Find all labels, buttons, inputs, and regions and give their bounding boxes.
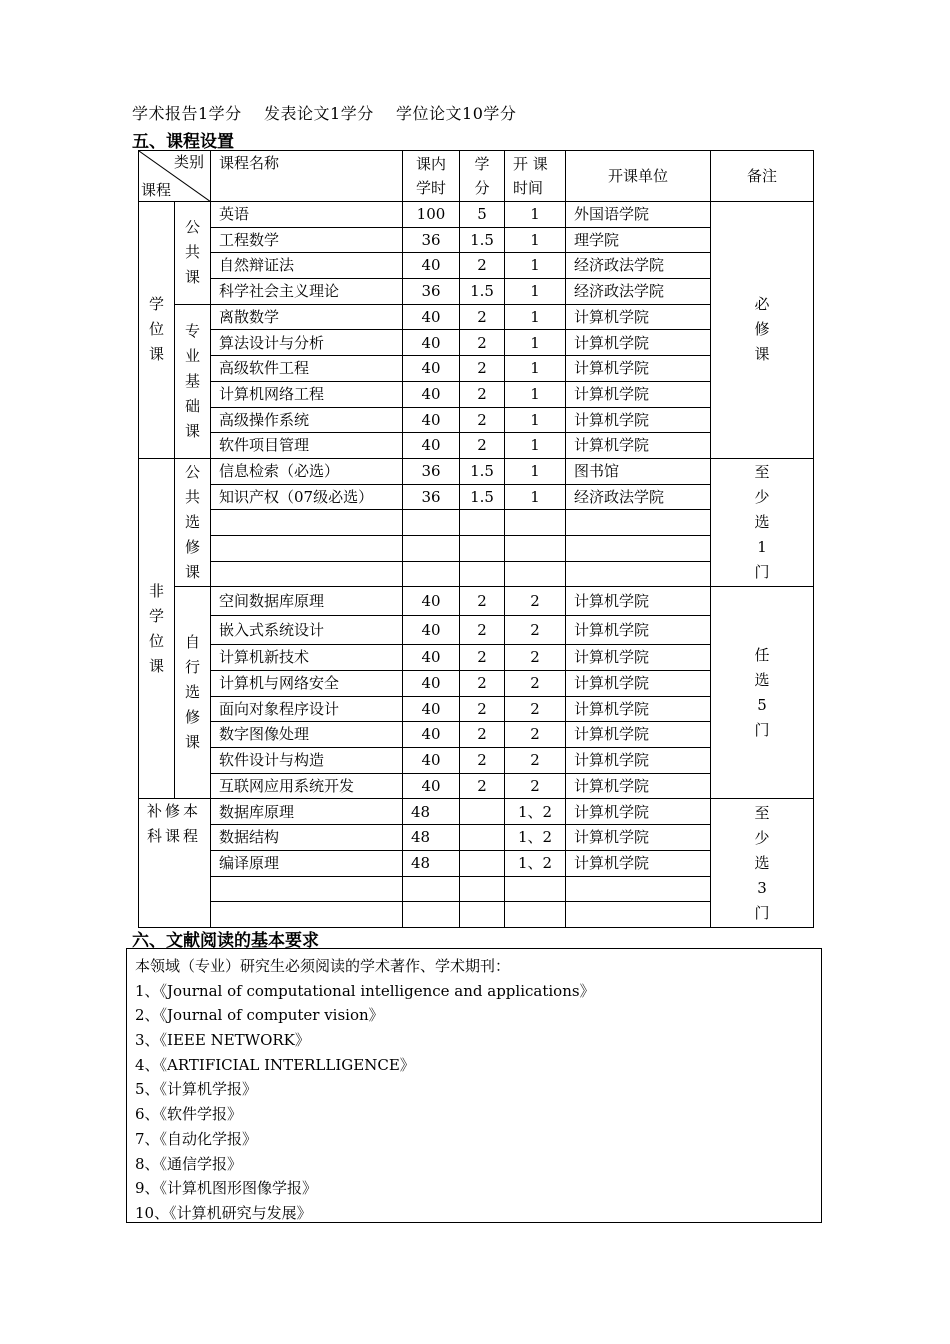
- course-hours: 40: [403, 356, 460, 382]
- course-hours: 36: [403, 227, 460, 253]
- course-hours: 40: [403, 253, 460, 279]
- section-5-title: 五、课程设置: [132, 132, 234, 152]
- course-term: 2: [505, 696, 566, 722]
- group-self-elective: 自 行 选 修 课: [175, 587, 211, 799]
- course-term: 2: [505, 773, 566, 799]
- course-credits: 2: [460, 696, 505, 722]
- course-term: [505, 535, 566, 561]
- course-unit: 计算机学院: [566, 722, 711, 748]
- group-degree: 学 位 课: [139, 202, 175, 459]
- course-unit: [566, 535, 711, 561]
- reading-item: 10、《计算机研究与发展》: [135, 1203, 312, 1222]
- reading-item: 4、《ARTIFICIAL INTERLLIGENCE》: [135, 1055, 415, 1074]
- course-term: [505, 561, 566, 587]
- course-term: 2: [505, 722, 566, 748]
- course-name: 空间数据库原理: [211, 587, 403, 616]
- course-unit: 计算机学院: [566, 850, 711, 876]
- course-hours: 40: [403, 671, 460, 697]
- course-credits: 2: [460, 645, 505, 671]
- course-name: [211, 510, 403, 536]
- course-term: 1、2: [505, 850, 566, 876]
- course-name: 英语: [211, 202, 403, 228]
- course-name: 数据库原理: [211, 799, 403, 825]
- course-hours: 40: [403, 433, 460, 459]
- course-name: 软件设计与构造: [211, 748, 403, 774]
- course-hours: 48: [403, 825, 460, 851]
- course-term: 2: [505, 748, 566, 774]
- course-unit: 计算机学院: [566, 356, 711, 382]
- course-hours: 40: [403, 407, 460, 433]
- course-unit: 计算机学院: [566, 748, 711, 774]
- header-course: 课程: [141, 180, 172, 199]
- course-credits: 2: [460, 356, 505, 382]
- course-name: 高级软件工程: [211, 356, 403, 382]
- course-unit: 经济政法学院: [566, 253, 711, 279]
- course-row: [139, 458, 814, 484]
- course-hours: [403, 561, 460, 587]
- course-hours: 40: [403, 587, 460, 616]
- course-credits: 1.5: [460, 484, 505, 510]
- course-hours: 40: [403, 722, 460, 748]
- course-term: 1: [505, 356, 566, 382]
- course-credits: 2: [460, 330, 505, 356]
- course-name: 离散数学: [211, 304, 403, 330]
- header-credits: 学 分: [460, 151, 505, 202]
- course-term: 2: [505, 616, 566, 645]
- section-6-title: 六、文献阅读的基本要求: [132, 931, 319, 951]
- course-credits: 2: [460, 671, 505, 697]
- credit-summary: 学术报告1学分 发表论文1学分 学位论文10学分: [132, 104, 517, 123]
- course-hours: 100: [403, 202, 460, 228]
- course-hours: 40: [403, 381, 460, 407]
- course-hours: 40: [403, 696, 460, 722]
- course-name: 自然辩证法: [211, 253, 403, 279]
- group-nondegree: 非 学 位 课: [139, 458, 175, 799]
- course-name: 信息检索（必选）: [211, 458, 403, 484]
- course-hours: 48: [403, 799, 460, 825]
- course-credits: 1.5: [460, 227, 505, 253]
- course-term: 1、2: [505, 799, 566, 825]
- course-row: [139, 799, 814, 825]
- course-name: 计算机新技术: [211, 645, 403, 671]
- note-required: 必 修 课: [711, 202, 814, 459]
- course-term: [505, 510, 566, 536]
- reading-item: 1、《Journal of computational intelligence and applications》: [135, 981, 595, 1000]
- course-name: 数字图像处理: [211, 722, 403, 748]
- course-term: 2: [505, 645, 566, 671]
- header-unit: 开课单位: [566, 151, 711, 202]
- course-name: 知识产权（07级必选）: [211, 484, 403, 510]
- course-credits: 1.5: [460, 279, 505, 305]
- course-name: [211, 535, 403, 561]
- course-credits: 2: [460, 253, 505, 279]
- course-credits: 2: [460, 433, 505, 459]
- course-name: [211, 902, 403, 928]
- course-unit: 计算机学院: [566, 407, 711, 433]
- course-unit: [566, 561, 711, 587]
- course-credits: [460, 876, 505, 902]
- course-unit: [566, 876, 711, 902]
- course-term: 1: [505, 253, 566, 279]
- course-name: 互联网应用系统开发: [211, 773, 403, 799]
- course-credits: 2: [460, 381, 505, 407]
- course-credits: 2: [460, 616, 505, 645]
- course-credits: 5: [460, 202, 505, 228]
- course-credits: [460, 510, 505, 536]
- course-credits: 1.5: [460, 458, 505, 484]
- course-hours: 36: [403, 279, 460, 305]
- course-credits: [460, 799, 505, 825]
- course-term: 1: [505, 433, 566, 459]
- course-hours: 40: [403, 748, 460, 774]
- course-name: 工程数学: [211, 227, 403, 253]
- course-hours: [403, 902, 460, 928]
- reading-list-box: [126, 948, 822, 1223]
- course-name: 编译原理: [211, 850, 403, 876]
- course-hours: 36: [403, 484, 460, 510]
- course-credits: [460, 561, 505, 587]
- course-unit: 计算机学院: [566, 671, 711, 697]
- course-hours: 48: [403, 850, 460, 876]
- course-name: 高级操作系统: [211, 407, 403, 433]
- header-name: 课程名称: [211, 151, 403, 202]
- course-name: [211, 561, 403, 587]
- course-unit: 图书馆: [566, 458, 711, 484]
- header-diagonal-cell: [139, 151, 211, 202]
- course-hours: 36: [403, 458, 460, 484]
- course-term: 2: [505, 587, 566, 616]
- course-credits: 2: [460, 773, 505, 799]
- header-row: [139, 151, 814, 202]
- course-term: 1: [505, 458, 566, 484]
- course-unit: 计算机学院: [566, 825, 711, 851]
- note-any-5: 任 选 5 门: [711, 587, 814, 799]
- course-unit: 计算机学院: [566, 304, 711, 330]
- course-table: [138, 150, 814, 928]
- group-public-elective: 公 共 选 修 课: [175, 458, 211, 586]
- course-name: [211, 876, 403, 902]
- course-term: 1: [505, 304, 566, 330]
- group-public: 公 共 课: [175, 202, 211, 305]
- course-term: 1: [505, 227, 566, 253]
- course-hours: 40: [403, 330, 460, 356]
- group-makeup: 补修本 科课程: [139, 799, 211, 927]
- course-name: 算法设计与分析: [211, 330, 403, 356]
- course-credits: 2: [460, 722, 505, 748]
- course-unit: 计算机学院: [566, 696, 711, 722]
- course-hours: 40: [403, 645, 460, 671]
- reading-item: 7、《自动化学报》: [135, 1129, 258, 1148]
- course-term: 1: [505, 484, 566, 510]
- course-name: 计算机与网络安全: [211, 671, 403, 697]
- course-unit: 计算机学院: [566, 616, 711, 645]
- reading-item: 6、《软件学报》: [135, 1105, 243, 1124]
- course-credits: [460, 825, 505, 851]
- course-credits: 2: [460, 407, 505, 433]
- reading-item: 8、《通信学报》: [135, 1154, 243, 1173]
- header-term: 开 课 时间: [505, 151, 566, 202]
- course-term: 1: [505, 330, 566, 356]
- course-name: 科学社会主义理论: [211, 279, 403, 305]
- course-name: 计算机网络工程: [211, 381, 403, 407]
- course-row: [139, 202, 814, 228]
- course-unit: 计算机学院: [566, 799, 711, 825]
- course-row: [139, 587, 814, 616]
- course-credits: [460, 902, 505, 928]
- header-category: 类别: [173, 153, 204, 171]
- course-term: 1: [505, 407, 566, 433]
- course-term: 2: [505, 671, 566, 697]
- course-name: 面向对象程序设计: [211, 696, 403, 722]
- group-basic: 专 业 基 础 课: [175, 304, 211, 458]
- reading-item: 3、《IEEE NETWORK》: [135, 1031, 310, 1050]
- course-unit: 理学院: [566, 227, 711, 253]
- course-hours: [403, 510, 460, 536]
- course-unit: [566, 902, 711, 928]
- course-unit: [566, 510, 711, 536]
- course-name: 软件项目管理: [211, 433, 403, 459]
- course-unit: 经济政法学院: [566, 484, 711, 510]
- course-unit: 计算机学院: [566, 773, 711, 799]
- note-atleast-3: 至 少 选 3 门: [711, 799, 814, 927]
- header-note: 备注: [711, 151, 814, 202]
- course-term: [505, 876, 566, 902]
- course-unit: 计算机学院: [566, 381, 711, 407]
- course-unit: 计算机学院: [566, 433, 711, 459]
- course-name: 数据结构: [211, 825, 403, 851]
- course-credits: 2: [460, 748, 505, 774]
- course-hours: 40: [403, 773, 460, 799]
- course-hours: [403, 535, 460, 561]
- note-atleast-1: 至 少 选 1 门: [711, 458, 814, 586]
- reading-item: 9、《计算机图形图像学报》: [135, 1179, 318, 1198]
- course-credits: [460, 535, 505, 561]
- course-term: 1: [505, 381, 566, 407]
- course-hours: [403, 876, 460, 902]
- course-hours: 40: [403, 616, 460, 645]
- course-term: 1: [505, 202, 566, 228]
- reading-item: 2、《Journal of computer vision》: [135, 1006, 384, 1025]
- course-term: 1、2: [505, 825, 566, 851]
- reading-item: 5、《计算机学报》: [135, 1080, 258, 1099]
- course-hours: 40: [403, 304, 460, 330]
- course-credits: [460, 850, 505, 876]
- course-unit: 计算机学院: [566, 645, 711, 671]
- header-hours: 课内 学时: [403, 151, 460, 202]
- course-unit: 外国语学院: [566, 202, 711, 228]
- course-unit: 计算机学院: [566, 587, 711, 616]
- course-term: [505, 902, 566, 928]
- reading-intro: 本领域（专业）研究生必须阅读的学术著作、学术期刊：: [135, 957, 511, 975]
- course-credits: 2: [460, 587, 505, 616]
- course-unit: 计算机学院: [566, 330, 711, 356]
- course-unit: 经济政法学院: [566, 279, 711, 305]
- course-name: 嵌入式系统设计: [211, 616, 403, 645]
- course-term: 1: [505, 279, 566, 305]
- course-credits: 2: [460, 304, 505, 330]
